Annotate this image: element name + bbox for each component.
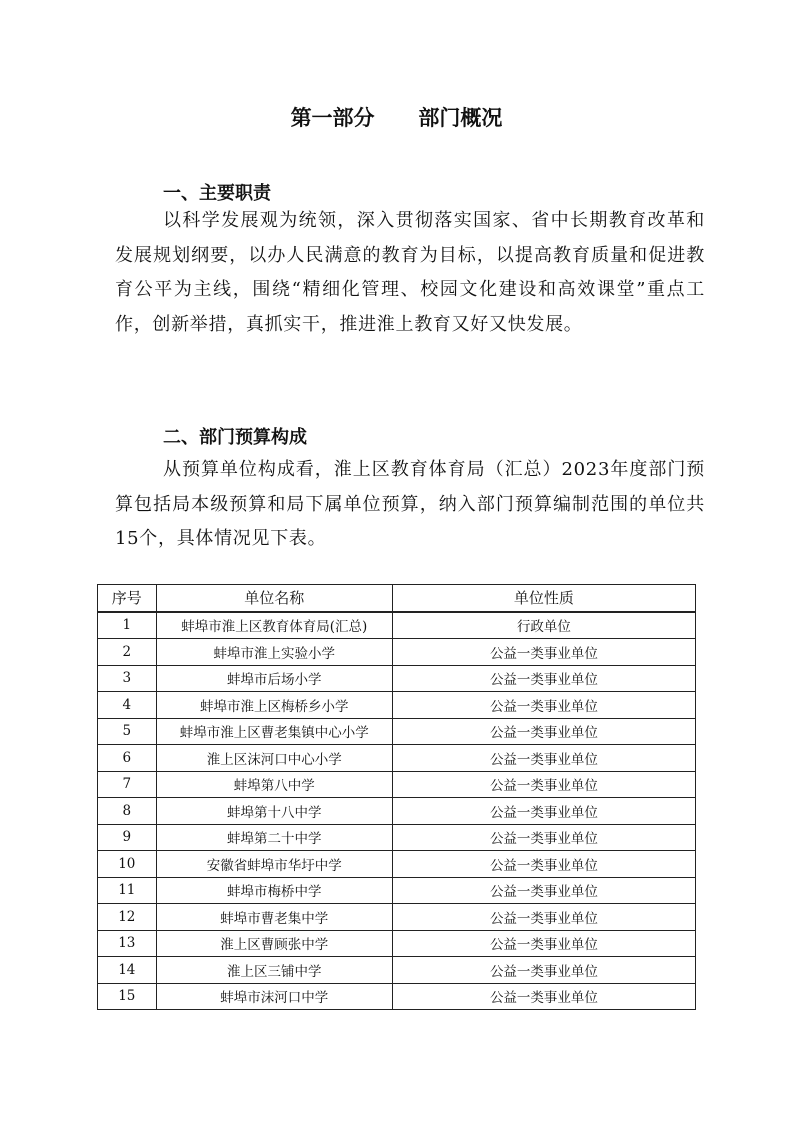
cell-index: 10 — [98, 851, 157, 878]
cell-unit-name: 蚌埠市淮上区梅桥乡小学 — [156, 692, 392, 719]
cell-unit-type: 公益一类事业单位 — [392, 798, 695, 825]
cell-unit-type: 公益一类事业单位 — [392, 692, 695, 719]
cell-unit-name: 蚌埠第二十中学 — [156, 824, 392, 851]
cell-unit-type: 公益一类事业单位 — [392, 983, 695, 1010]
section-heading-budget: 二、部门预算构成 — [163, 427, 307, 448]
cell-unit-name: 淮上区沫河口中心小学 — [156, 745, 392, 772]
table-row — [98, 957, 696, 984]
section-body-duties: 以科学发展观为统领，深入贯彻落实国家、省中长期教育改革和发展规划纲要，以办人民满意的教育为目标，以提高教育质量和促进教育公平为主线，围绕“精细化管理、校园文化建设和高效课堂”重点工作，创新举措，真抓实干，推进淮上教育又好又快发展。 — [115, 210, 705, 335]
cell-unit-name: 蚌埠市沫河口中学 — [156, 983, 392, 1010]
cell-unit-type: 公益一类事业单位 — [392, 718, 695, 745]
cell-index: 2 — [98, 639, 157, 666]
cell-index: 12 — [98, 904, 157, 931]
cell-unit-name: 安徽省蚌埠市华圩中学 — [156, 851, 392, 878]
cell-unit-type: 公益一类事业单位 — [392, 851, 695, 878]
cell-index: 3 — [98, 665, 157, 692]
table-row — [98, 612, 696, 639]
units-table — [97, 584, 696, 1010]
cell-unit-type: 公益一类事业单位 — [392, 877, 695, 904]
table-row — [98, 745, 696, 772]
cell-unit-type: 公益一类事业单位 — [392, 771, 695, 798]
cell-unit-name: 蚌埠市曹老集中学 — [156, 904, 392, 931]
page-title: 第一部分 部门概况 — [290, 106, 503, 130]
cell-unit-type: 公益一类事业单位 — [392, 904, 695, 931]
section-body-budget: 从预算单位构成看，淮上区教育体育局（汇总）2023年度部门预算包括局本级预算和局下属单位预算，纳入部门预算编制范围的单位共15个，具体情况见下表。 — [115, 459, 705, 549]
cell-unit-type: 公益一类事业单位 — [392, 930, 695, 957]
table-row — [98, 824, 696, 851]
cell-unit-type: 公益一类事业单位 — [392, 745, 695, 772]
cell-unit-name: 蚌埠市淮上实验小学 — [156, 639, 392, 666]
cell-unit-name: 淮上区三铺中学 — [156, 957, 392, 984]
table-row — [98, 798, 696, 825]
cell-index: 8 — [98, 798, 157, 825]
cell-unit-type: 行政单位 — [392, 612, 695, 639]
header-unit-type: 单位性质 — [392, 585, 695, 612]
cell-index: 5 — [98, 718, 157, 745]
cell-unit-name: 蚌埠市淮上区曹老集镇中心小学 — [156, 718, 392, 745]
table-row — [98, 692, 696, 719]
table-row — [98, 639, 696, 666]
table-header-row — [98, 585, 696, 612]
table-row — [98, 665, 696, 692]
section-heading-duties: 一、主要职责 — [163, 183, 271, 204]
cell-unit-name: 蚌埠市后场小学 — [156, 665, 392, 692]
cell-index: 7 — [98, 771, 157, 798]
table-row — [98, 930, 696, 957]
table-row — [98, 877, 696, 904]
cell-index: 4 — [98, 692, 157, 719]
header-unit-name: 单位名称 — [156, 585, 392, 612]
cell-unit-name: 蚌埠市淮上区教育体育局(汇总) — [156, 612, 392, 639]
table-row — [98, 851, 696, 878]
table-row — [98, 718, 696, 745]
cell-index: 13 — [98, 930, 157, 957]
table-row — [98, 983, 696, 1010]
cell-index: 14 — [98, 957, 157, 984]
cell-unit-name: 蚌埠市梅桥中学 — [156, 877, 392, 904]
cell-unit-type: 公益一类事业单位 — [392, 824, 695, 851]
cell-index: 1 — [98, 612, 157, 639]
table-row — [98, 904, 696, 931]
table-body — [98, 612, 696, 1010]
cell-index: 11 — [98, 877, 157, 904]
cell-index: 6 — [98, 745, 157, 772]
table-row — [98, 771, 696, 798]
cell-unit-type: 公益一类事业单位 — [392, 639, 695, 666]
cell-unit-type: 公益一类事业单位 — [392, 957, 695, 984]
header-index: 序号 — [98, 585, 157, 612]
cell-unit-name: 蚌埠第十八中学 — [156, 798, 392, 825]
cell-index: 9 — [98, 824, 157, 851]
cell-index: 15 — [98, 983, 157, 1010]
cell-unit-type: 公益一类事业单位 — [392, 665, 695, 692]
cell-unit-name: 蚌埠第八中学 — [156, 771, 392, 798]
cell-unit-name: 淮上区曹顾张中学 — [156, 930, 392, 957]
